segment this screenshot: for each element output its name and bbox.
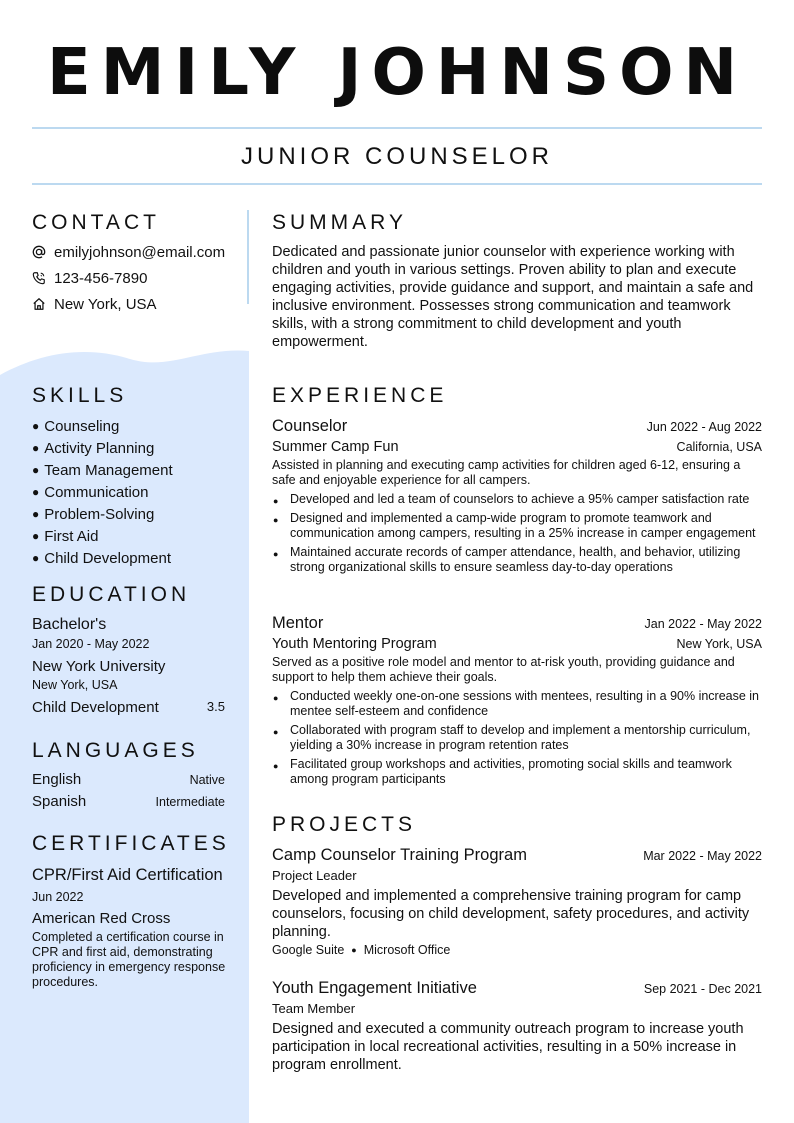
job-role: Counselor bbox=[272, 417, 348, 435]
skill-item: ● Team Management bbox=[32, 461, 173, 479]
job-title-row bbox=[272, 614, 762, 633]
project-role: Team Member bbox=[272, 1001, 356, 1016]
education-heading: EDUCATION bbox=[32, 583, 191, 606]
job-org-row bbox=[272, 439, 762, 455]
job-bullet: ● Collaborated with program staff to develop and implement a mentorship curriculum, yielding a 30% increase in program retention rates bbox=[272, 723, 762, 753]
education-entry bbox=[32, 616, 225, 716]
job-description: Served as a positive role model and mentor to at-risk youth, providing guidance and support to help them achieve their goals. bbox=[272, 655, 735, 684]
contact-location bbox=[32, 294, 157, 314]
project-dates: Mar 2022 - May 2022 bbox=[643, 849, 762, 863]
languages-heading: LANGUAGES bbox=[32, 739, 199, 762]
contact-email[interactable] bbox=[32, 242, 225, 262]
job-title: JUNIOR COUNSELOR bbox=[240, 143, 554, 170]
summary-text: Dedicated and passionate junior counselor with experience working with children and youth in various settings. Proven ability to plan and execute engaging activities, provide guidance and support, and maintain a safe and inclusive environment. Possesses strong communication and teamwork skills, with a strong commitment to child development and youth empowerment. bbox=[272, 244, 754, 350]
skill-item: ● Problem-Solving bbox=[32, 505, 155, 523]
job-location: New York, USA bbox=[676, 637, 762, 651]
job-dates: Jan 2022 - May 2022 bbox=[644, 617, 762, 631]
education-field: Child Development bbox=[32, 699, 159, 716]
phone-icon bbox=[32, 271, 46, 285]
education-school: New York University bbox=[32, 658, 166, 675]
project-title-row bbox=[272, 846, 762, 865]
project-tool: Google Suite bbox=[272, 943, 345, 957]
experience-entry bbox=[272, 614, 762, 791]
skill-item: ● Activity Planning bbox=[32, 439, 155, 457]
job-organization: Youth Mentoring Program bbox=[272, 636, 437, 652]
header-bottom-divider bbox=[32, 183, 762, 185]
project-role: Project Leader bbox=[272, 868, 357, 883]
job-bullet: ● Maintained accurate records of camper attendance, health, and behavior, utilizing strong organizational skills to ensure seamless day-to-day operations bbox=[272, 545, 762, 575]
project-tools bbox=[272, 943, 762, 957]
sidebar-divider bbox=[247, 210, 249, 304]
contact-heading: CONTACT bbox=[32, 211, 160, 234]
email-text: emilyjohnson@email.com bbox=[54, 243, 226, 261]
education-gpa: 3.5 bbox=[206, 699, 225, 714]
projects-heading: PROJECTS bbox=[272, 813, 417, 836]
candidate-name: EMILY JOHNSON bbox=[46, 36, 748, 110]
experience-heading: EXPERIENCE bbox=[272, 384, 448, 407]
job-description: Assisted in planning and executing camp activities for children aged 6-12, ensuring a safe and enjoyable experience for all campers. bbox=[272, 458, 741, 487]
certificate-description: Completed a certification course in CPR and first aid, demonstrating proficiency in emergency response procedures. bbox=[32, 930, 226, 989]
job-role: Mentor bbox=[272, 614, 324, 632]
skill-item: ● First Aid bbox=[32, 527, 99, 545]
language-name: English bbox=[32, 771, 82, 788]
project-description: Designed and executed a community outreach program to increase youth participation in local recreational activities, resulting in a 50% increase in program enrollment. bbox=[272, 1021, 744, 1073]
project-entry bbox=[272, 846, 762, 957]
project-dates: Sep 2021 - Dec 2021 bbox=[643, 982, 762, 996]
tool-separator: ● bbox=[351, 945, 357, 955]
job-location: California, USA bbox=[676, 440, 762, 454]
language-level: Intermediate bbox=[155, 795, 225, 809]
job-title-row bbox=[272, 417, 762, 436]
education-dates: Jan 2020 - May 2022 bbox=[32, 637, 150, 651]
job-bullets bbox=[272, 689, 762, 787]
languages-list bbox=[32, 771, 225, 815]
project-description: Developed and implemented a comprehensive training program for camp counselors, focusing on child development, safety procedures, and activity planning. bbox=[272, 888, 750, 940]
job-bullet: ● Facilitated group workshops and activities, promoting social skills and teamwork among program participants bbox=[272, 757, 762, 787]
summary-heading: SUMMARY bbox=[272, 211, 407, 234]
education-degree: Bachelor's bbox=[32, 616, 107, 633]
certificate-entry bbox=[32, 865, 227, 990]
job-bullet: ● Conducted weekly one-on-one sessions with mentees, resulting in a 90% increase in mentee self-esteem and confidence bbox=[272, 689, 762, 719]
project-entry bbox=[272, 979, 762, 1074]
job-bullets bbox=[272, 492, 762, 575]
skills-list bbox=[32, 415, 232, 569]
project-tool: Microsoft Office bbox=[363, 943, 451, 957]
skill-item: ● Child Development bbox=[32, 549, 171, 567]
job-dates: Jun 2022 - Aug 2022 bbox=[646, 420, 762, 434]
skills-heading: SKILLS bbox=[32, 384, 128, 407]
project-title: Youth Engagement Initiative bbox=[272, 979, 477, 997]
certificate-date: Jun 2022 bbox=[32, 890, 84, 904]
contact-phone[interactable] bbox=[32, 268, 147, 288]
job-org-row bbox=[272, 636, 762, 652]
language-level: Native bbox=[189, 773, 225, 787]
at-icon bbox=[32, 245, 46, 259]
project-title-row bbox=[272, 979, 762, 998]
language-row bbox=[32, 771, 225, 793]
skill-item: ● Communication bbox=[32, 483, 149, 501]
certificate-name: CPR/First Aid Certification bbox=[32, 866, 223, 884]
location-text: New York, USA bbox=[54, 295, 157, 313]
home-icon bbox=[32, 297, 46, 311]
job-bullet: ● Developed and led a team of counselors to achieve a 95% camper satisfaction rate bbox=[272, 492, 762, 507]
skill-item: ● Counseling bbox=[32, 417, 120, 435]
education-field-row bbox=[32, 699, 225, 716]
job-bullet: ● Designed and implemented a camp-wide program to promote teamwork and communication among campers, resulting in a 25% increase in camper engagement bbox=[272, 511, 762, 541]
education-location: New York, USA bbox=[32, 678, 118, 692]
language-name: Spanish bbox=[32, 793, 87, 810]
experience-entry bbox=[272, 417, 762, 579]
language-row bbox=[32, 793, 225, 815]
certificate-issuer: American Red Cross bbox=[32, 910, 171, 927]
job-organization: Summer Camp Fun bbox=[272, 439, 399, 455]
certificates-heading: CERTIFICATES bbox=[32, 832, 230, 855]
header-top-divider bbox=[32, 127, 762, 129]
project-title: Camp Counselor Training Program bbox=[272, 846, 527, 864]
phone-text: 123-456-7890 bbox=[54, 269, 148, 287]
